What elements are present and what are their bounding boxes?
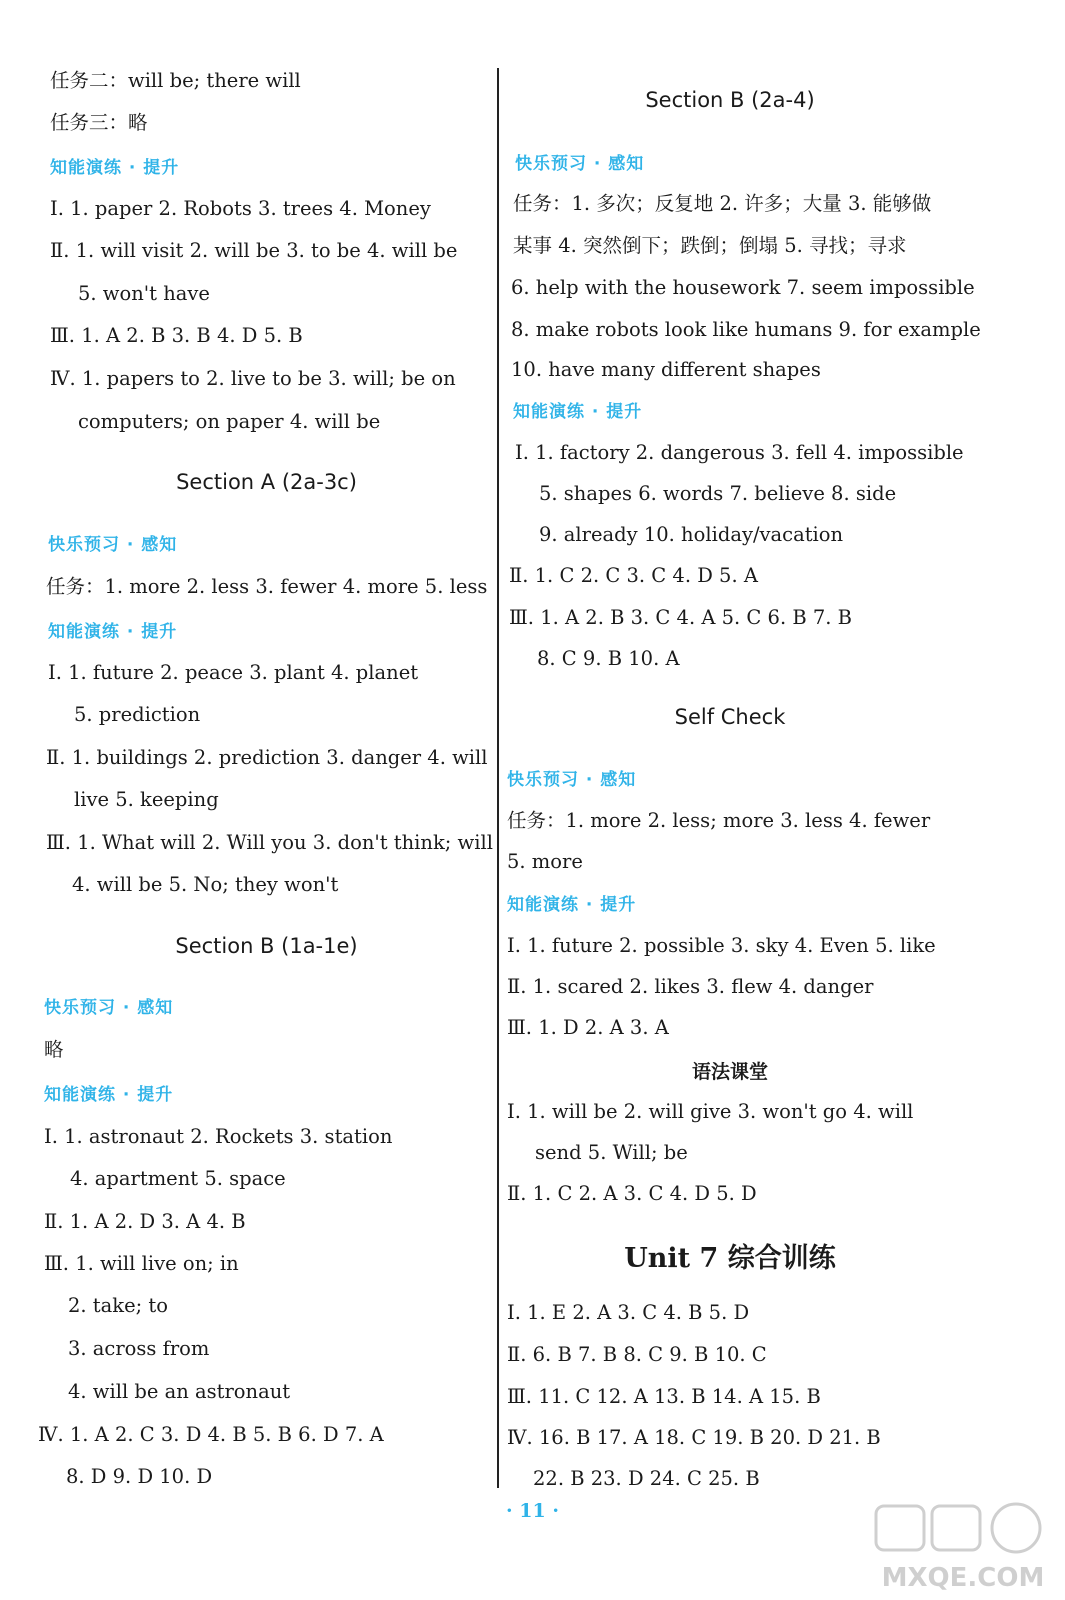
answer-line: 任务：1. more 2. less; more 3. less 4. fewer <box>507 809 931 832</box>
answer-line: Ⅰ. 1. future 2. possible 3. sky 4. Even 5. like <box>507 934 936 957</box>
section-title: Section A (2a-3c) <box>176 470 357 494</box>
watermark-text: MXQE.COM <box>881 1563 1045 1593</box>
answer-line: 略 <box>44 1038 64 1061</box>
answer-line: 5. won't have <box>78 282 210 305</box>
answer-line: 5. more <box>507 850 583 873</box>
section-title: Section B (1a-1e) <box>175 934 358 958</box>
unit-title: Unit 7 综合训练 <box>624 1243 836 1274</box>
answer-line: 4. apartment 5. space <box>70 1167 286 1190</box>
section-title: Self Check <box>674 705 786 729</box>
grammar-title: 语法课堂 <box>691 1061 768 1083</box>
subsection-header: 知能演练 · 提升 <box>50 158 180 178</box>
column-divider <box>497 68 499 1488</box>
answer-line: Ⅲ. 1. D 2. A 3. A <box>507 1016 669 1039</box>
section-title: Section B (2a-4) <box>645 88 815 112</box>
subsection-header: 知能演练 · 提升 <box>44 1085 174 1105</box>
subsection-header: 知能演练 · 提升 <box>507 895 637 915</box>
answer-line: 任务：1. more 2. less 3. fewer 4. more 5. less <box>46 575 488 598</box>
answer-line: Ⅲ. 1. will live on; in <box>44 1252 239 1275</box>
answer-line: Ⅲ. 1. What will 2. Will you 3. don't think; will <box>46 831 493 854</box>
answer-line: 某事 4. 突然倒下；跌倒；倒塌 5. 寻找；寻求 <box>513 234 907 257</box>
page-number: · 11 · <box>506 1500 559 1522</box>
answer-line: 4. will be 5. No; they won't <box>72 873 339 896</box>
answer-line: 9. already 10. holiday/vacation <box>539 523 844 546</box>
answer-line: 8. C 9. B 10. A <box>537 647 680 670</box>
answer-line: Ⅳ. 1. papers to 2. live to be 3. will; be on <box>50 367 456 390</box>
answer-line: 4. will be an astronaut <box>68 1380 291 1403</box>
answer-line: Ⅱ. 1. scared 2. likes 3. flew 4. danger <box>507 975 874 998</box>
answer-line: 8. D 9. D 10. D <box>66 1465 213 1488</box>
answer-line: Ⅲ. 1. A 2. B 3. B 4. D 5. B <box>50 324 303 347</box>
answer-line: 任务三：略 <box>50 111 148 134</box>
answer-line: 10. have many different shapes <box>511 358 821 381</box>
answer-line: 任务：1. 多次；反复地 2. 许多；大量 3. 能够做 <box>513 192 932 215</box>
answer-line: 6. help with the housework 7. seem impossible <box>511 276 975 299</box>
answer-line: Ⅰ. 1. future 2. peace 3. plant 4. planet <box>48 661 419 684</box>
answer-line: 22. B 23. D 24. C 25. B <box>533 1467 760 1490</box>
answer-line: Ⅱ. 1. C 2. C 3. C 4. D 5. A <box>509 564 758 587</box>
answer-line: Ⅰ. 1. factory 2. dangerous 3. fell 4. impossible <box>515 441 964 464</box>
answer-line: 2. take; to <box>68 1294 168 1317</box>
answer-line: Ⅳ. 16. B 17. A 18. C 19. B 20. D 21. B <box>507 1426 881 1449</box>
answer-line: live 5. keeping <box>74 788 219 811</box>
answer-line: Ⅱ. 1. A 2. D 3. A 4. B <box>44 1210 246 1233</box>
subsection-header: 知能演练 · 提升 <box>48 622 178 642</box>
answer-line: Ⅰ. 1. E 2. A 3. C 4. B 5. D <box>507 1301 750 1324</box>
subsection-header: 知能演练 · 提升 <box>513 402 643 422</box>
answer-line: Ⅳ. 1. A 2. C 3. D 4. B 5. B 6. D 7. A <box>38 1423 384 1446</box>
answer-line: Ⅰ. 1. will be 2. will give 3. won't go 4. will <box>507 1100 914 1123</box>
answer-line: 5. prediction <box>74 703 201 726</box>
answer-line: Ⅰ. 1. astronaut 2. Rockets 3. station <box>44 1125 393 1148</box>
answer-line: Ⅱ. 1. C 2. A 3. C 4. D 5. D <box>507 1182 757 1205</box>
answer-line: Ⅲ. 1. A 2. B 3. C 4. A 5. C 6. B 7. B <box>509 606 853 629</box>
answer-line: computers; on paper 4. will be <box>78 410 381 433</box>
answer-line: 3. across from <box>68 1337 210 1360</box>
answer-line: Ⅲ. 11. C 12. A 13. B 14. A 15. B <box>507 1385 821 1408</box>
answer-line: Ⅱ. 6. B 7. B 8. C 9. B 10. C <box>507 1343 767 1366</box>
subsection-header: 快乐预习 · 感知 <box>44 998 174 1018</box>
answer-line: 8. make robots look like humans 9. for example <box>511 318 981 341</box>
answer-line: send 5. Will; be <box>535 1141 688 1164</box>
answer-line: 任务二：will be; there will <box>50 69 301 92</box>
answer-line: Ⅰ. 1. paper 2. Robots 3. trees 4. Money <box>50 197 431 220</box>
subsection-header: 快乐预习 · 感知 <box>515 154 645 174</box>
watermark-logo <box>868 1500 1058 1595</box>
answer-line: 5. shapes 6. words 7. believe 8. side <box>539 482 897 505</box>
subsection-header: 快乐预习 · 感知 <box>507 770 637 790</box>
answer-line: Ⅱ. 1. buildings 2. prediction 3. danger 4. will <box>46 746 488 769</box>
subsection-header: 快乐预习 · 感知 <box>48 535 178 555</box>
answer-line: Ⅱ. 1. will visit 2. will be 3. to be 4. will be <box>50 239 458 262</box>
